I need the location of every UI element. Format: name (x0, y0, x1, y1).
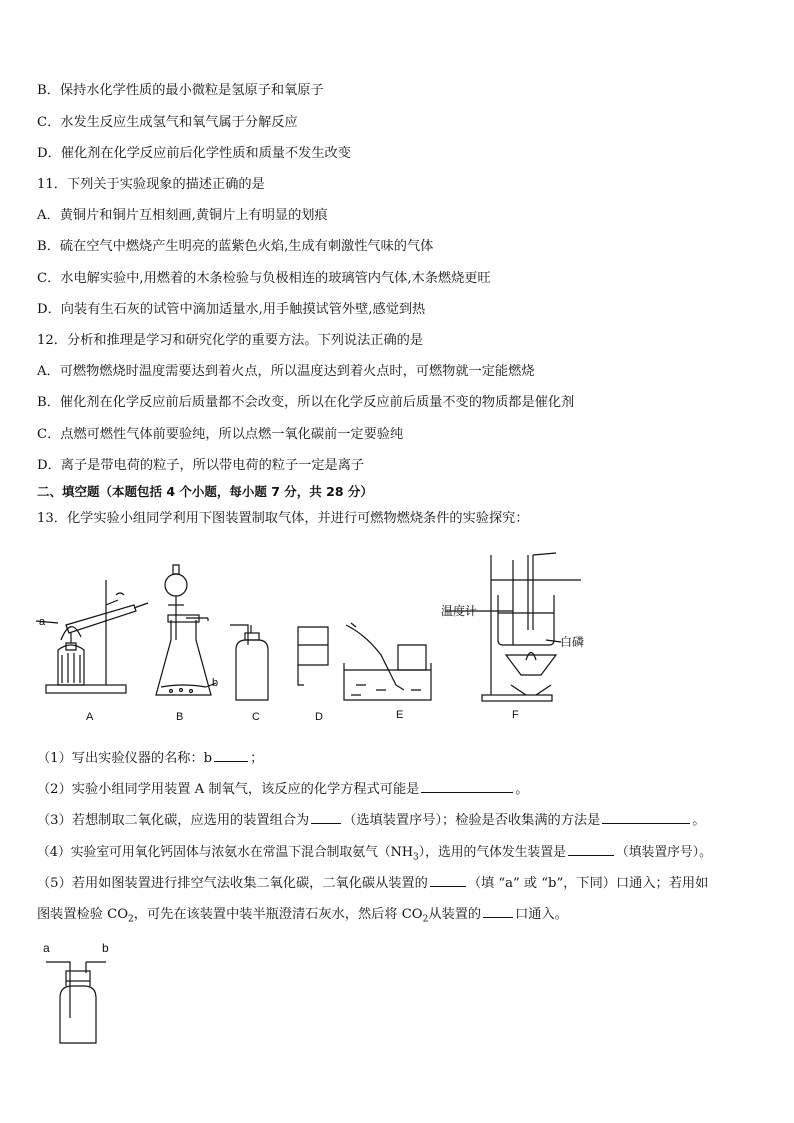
apparatus-c (230, 625, 268, 700)
gas-bottle-figure (38, 938, 128, 1048)
figure-label-b-flask: b (212, 677, 219, 689)
line-q11d: D．向装有生石灰的试管中滴加适量水,用手触摸试管外壁,感觉到热 (37, 302, 426, 317)
sub-question-5: （5）若用如图装置进行排空气法收集二氧化碳，二氧化碳从装置的 （填 “a” 或 “b”，下同）口通入；若用如 (37, 876, 709, 891)
white-phosphorus-label: 白磷 (560, 635, 585, 649)
question-12: 12．分析和推理是学习和研究化学的重要方法。下列说法正确的是 (37, 333, 424, 348)
figure-label-A: A (86, 711, 94, 723)
answer-blank[interactable] (483, 905, 513, 918)
line-q12d: D．离子是带电荷的粒子，所以带电荷的粒子一定是离子 (37, 458, 365, 473)
line-q12c: C．点燃可燃性气体前要验纯，所以点燃一氧化碳前一定要验纯 (37, 427, 404, 442)
thermometer-label: 温度计 (441, 604, 478, 618)
line-q11b: B．硫在空气中燃烧产生明亮的蓝紫色火焰,生成有刺激性气味的气体 (37, 239, 434, 254)
sub-question-1: （1）写出实验仪器的名称：b ； (37, 751, 264, 766)
apparatus-a (36, 580, 148, 693)
line-q11c: C．水电解实验中,用燃着的木条检验与负极相连的玻璃管内气体,木条燃烧更旺 (37, 271, 491, 286)
sub-question-3: （3）若想制取二氧化碳，应选用的装置组合为 （选填装置序号）；检验是否收集满的方法是 。 (37, 813, 706, 828)
answer-blank[interactable] (421, 780, 513, 793)
question-13: 13．化学实验小组同学利用下图装置制取气体，并进行可燃物燃烧条件的实验探究： (37, 511, 529, 526)
line-q10d: D．催化剂在化学反应前后化学性质和质量不发生改变 (37, 146, 351, 161)
line-q11a: A．黄铜片和铜片互相刻画,黄铜片上有明显的划痕 (37, 208, 328, 223)
figure-label-F: F (512, 709, 519, 721)
bottle-label-a: a (43, 941, 50, 955)
answer-blank[interactable] (430, 874, 466, 887)
line-q10c: C．水发生反应生成氢气和氧气属于分解反应 (37, 115, 298, 130)
apparatus-figure (36, 545, 596, 730)
apparatus-f (445, 553, 581, 701)
figure-label-a-left: a (39, 616, 46, 628)
sub-question-2: （2）实验小组同学用装置 A 制氧气，该反应的化学方程式可能是 。 (37, 782, 529, 797)
apparatus-e (344, 623, 431, 700)
figure-label-B: B (176, 711, 184, 723)
answer-blank[interactable] (602, 811, 690, 824)
sub-question-5-cont: 图装置检验 $CO_2$，可先在该装置中装半瓶澄清石灰水，然后将 $CO_2$从装置的 口通入。 (37, 907, 568, 925)
answer-blank[interactable] (214, 749, 248, 762)
answer-blank[interactable] (311, 811, 341, 824)
figure-label-D: D (315, 711, 323, 723)
sub-question-4: （4）实验室可用氧化钙固体与浓氨水在常温下混合制取氨气$(NH_3)$，选用的气体发生装置是 （填装置序号）。 (37, 845, 712, 863)
apparatus-d (298, 627, 328, 685)
line-q10b: B．保持水化学性质的最小微粒是氢原子和氧原子 (37, 83, 324, 98)
question-11: 11．下列关于实验现象的描述正确的是 (37, 177, 265, 192)
apparatus-b (156, 565, 219, 695)
figure-label-C: C (252, 711, 260, 723)
line-q12b: B．催化剂在化学反应前后质量都不会改变，所以在化学反应前后质量不变的物质都是催化剂 (37, 395, 575, 410)
answer-blank[interactable] (568, 843, 614, 856)
figure-label-E: E (396, 709, 404, 721)
line-q12a: A．可燃物燃烧时温度需要达到着火点，所以温度达到着火点时，可燃物就一定能燃烧 (37, 364, 535, 379)
section-heading: 二、填空题（本题包括 4 个小题，每小题 7 分，共 28 分） (37, 484, 373, 499)
bottle-label-b: b (102, 941, 109, 955)
